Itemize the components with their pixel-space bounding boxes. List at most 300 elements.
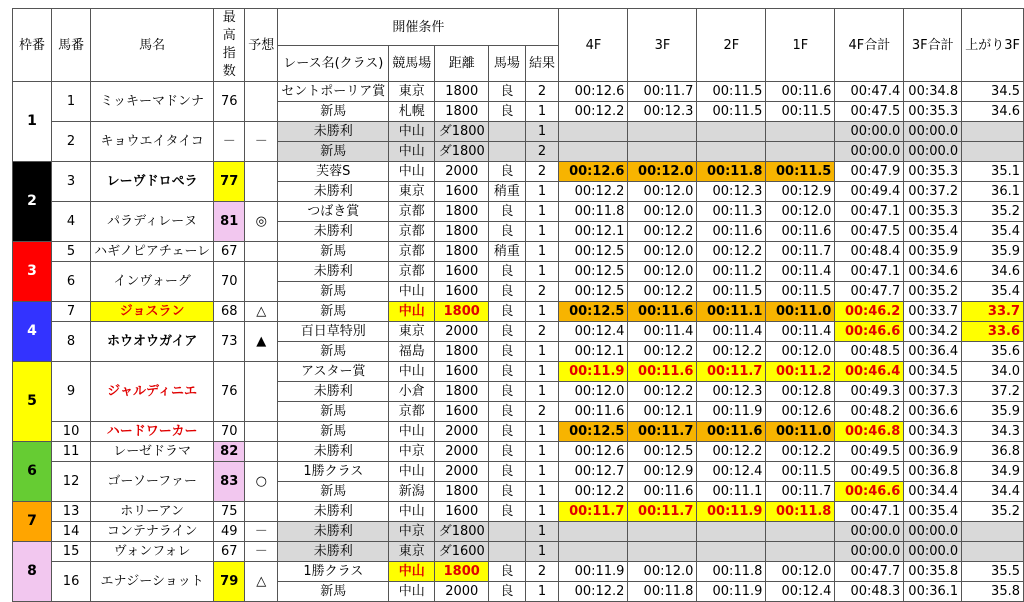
venue-cell: 中山: [389, 122, 435, 142]
table-row: [13, 542, 1024, 562]
venue-cell: 中京: [389, 442, 435, 462]
last-3f-cell: 37.2: [962, 382, 1024, 402]
last-3f-cell: 35.4: [962, 222, 1024, 242]
split-2f-cell: 00:11.6: [697, 422, 766, 442]
last-3f-cell: 35.1: [962, 162, 1024, 182]
race-name-cell: 新馬: [278, 242, 389, 262]
result-cell: 1: [525, 542, 559, 562]
venue-cell: 中山: [389, 582, 435, 602]
col-last-3f: 上がり3F: [962, 9, 1024, 82]
horse-name-cell: レーヴドロペラ: [91, 162, 214, 202]
prediction-mark-cell: －: [245, 522, 278, 542]
horse-number-cell: 9: [52, 362, 91, 422]
total-4f-cell: 00:00.0: [835, 522, 904, 542]
split-2f-cell: 00:11.4: [697, 322, 766, 342]
split-1f-cell: 00:11.2: [766, 362, 835, 382]
total-3f-cell: 00:37.2: [904, 182, 962, 202]
max-index-cell: 73: [214, 322, 245, 362]
last-3f-cell: 34.5: [962, 82, 1024, 102]
split-1f-cell: 00:12.4: [766, 582, 835, 602]
prediction-mark-cell: [245, 242, 278, 262]
distance-cell: 2000: [435, 442, 489, 462]
split-4f-cell: 00:12.5: [559, 262, 628, 282]
distance-cell: 1600: [435, 502, 489, 522]
split-3f-cell: 00:12.9: [628, 462, 697, 482]
venue-cell: 札幌: [389, 102, 435, 122]
table-row: [13, 302, 1024, 322]
horse-number-cell: 15: [52, 542, 91, 562]
track-cell: 良: [489, 422, 525, 442]
track-cell: 良: [489, 442, 525, 462]
track-cell: [489, 522, 525, 542]
last-3f-cell: 34.6: [962, 262, 1024, 282]
venue-cell: 福島: [389, 342, 435, 362]
prediction-mark-cell: [245, 422, 278, 442]
prediction-mark-cell: [245, 362, 278, 422]
table-row: [13, 82, 1024, 102]
total-3f-cell: 00:35.9: [904, 242, 962, 262]
distance-cell: 1800: [435, 302, 489, 322]
track-cell: [489, 122, 525, 142]
total-4f-cell: 00:47.4: [835, 82, 904, 102]
result-cell: 1: [525, 522, 559, 542]
max-index-cell: －: [214, 122, 245, 162]
race-name-cell: 未勝利: [278, 502, 389, 522]
race-name-cell: つばき賞: [278, 202, 389, 222]
distance-cell: 1800: [435, 342, 489, 362]
horse-number-cell: 14: [52, 522, 91, 542]
last-3f-cell: 36.1: [962, 182, 1024, 202]
prediction-mark-cell: [245, 162, 278, 202]
frame-number-cell: 5: [13, 362, 52, 442]
distance-cell: 1800: [435, 82, 489, 102]
track-cell: 良: [489, 502, 525, 522]
race-name-cell: 新馬: [278, 582, 389, 602]
venue-cell: 中山: [389, 422, 435, 442]
total-4f-cell: 00:47.1: [835, 502, 904, 522]
split-3f-cell: 00:12.0: [628, 262, 697, 282]
split-3f-cell: 00:12.2: [628, 222, 697, 242]
result-cell: 1: [525, 582, 559, 602]
split-4f-cell: 00:12.4: [559, 322, 628, 342]
prediction-mark-cell: [245, 82, 278, 122]
last-3f-cell: 35.2: [962, 202, 1024, 222]
frame-number-cell: 1: [13, 82, 52, 162]
split-1f-cell: 00:11.4: [766, 322, 835, 342]
col-track: 馬場: [489, 46, 525, 82]
horse-name-cell: ハギノピアチェーレ: [91, 242, 214, 262]
split-2f-cell: 00:11.2: [697, 262, 766, 282]
col-3f-total: 3F合計: [904, 9, 962, 82]
split-2f-cell: 00:11.3: [697, 202, 766, 222]
result-cell: 1: [525, 182, 559, 202]
track-cell: 良: [489, 482, 525, 502]
distance-cell: 2000: [435, 322, 489, 342]
split-4f-cell: 00:11.6: [559, 402, 628, 422]
split-3f-cell: 00:12.3: [628, 102, 697, 122]
split-3f-cell: 00:12.0: [628, 242, 697, 262]
race-name-cell: 芙蓉S: [278, 162, 389, 182]
split-2f-cell: [697, 542, 766, 562]
total-3f-cell: 00:00.0: [904, 542, 962, 562]
frame-number-cell: 7: [13, 502, 52, 542]
frame-number-cell: 8: [13, 542, 52, 602]
total-4f-cell: 00:46.8: [835, 422, 904, 442]
result-cell: 1: [525, 342, 559, 362]
result-cell: 2: [525, 322, 559, 342]
distance-cell: 1800: [435, 202, 489, 222]
total-4f-cell: 00:47.7: [835, 282, 904, 302]
total-3f-cell: 00:34.8: [904, 82, 962, 102]
total-4f-cell: 00:49.3: [835, 382, 904, 402]
horse-name-cell: パラディレーヌ: [91, 202, 214, 242]
track-cell: 良: [489, 382, 525, 402]
col-2f: 2F: [697, 9, 766, 82]
prediction-mark-cell: △: [245, 302, 278, 322]
venue-cell: 新潟: [389, 482, 435, 502]
split-3f-cell: 00:12.2: [628, 382, 697, 402]
split-2f-cell: 00:11.1: [697, 302, 766, 322]
race-analysis-sheet: [12, 8, 1024, 602]
horse-data-table: [12, 8, 1024, 602]
race-name-cell: 未勝利: [278, 442, 389, 462]
result-cell: 1: [525, 102, 559, 122]
split-3f-cell: 00:11.7: [628, 82, 697, 102]
race-name-cell: 新馬: [278, 342, 389, 362]
total-4f-cell: 00:48.5: [835, 342, 904, 362]
max-index-cell: 83: [214, 462, 245, 502]
horse-number-cell: 8: [52, 322, 91, 362]
total-3f-cell: 00:35.3: [904, 202, 962, 222]
last-3f-cell: 35.9: [962, 402, 1024, 422]
race-name-cell: 百日草特別: [278, 322, 389, 342]
venue-cell: 中山: [389, 562, 435, 582]
total-4f-cell: 00:00.0: [835, 142, 904, 162]
track-cell: 良: [489, 162, 525, 182]
horse-name-cell: レーゼドラマ: [91, 442, 214, 462]
last-3f-cell: 33.7: [962, 302, 1024, 322]
venue-cell: 京都: [389, 402, 435, 422]
horse-name-cell: インヴォーグ: [91, 262, 214, 302]
split-3f-cell: 00:12.0: [628, 562, 697, 582]
split-2f-cell: 00:12.3: [697, 382, 766, 402]
split-4f-cell: 00:12.5: [559, 282, 628, 302]
total-4f-cell: 00:46.4: [835, 362, 904, 382]
last-3f-cell: 34.3: [962, 422, 1024, 442]
total-4f-cell: 00:49.4: [835, 182, 904, 202]
result-cell: 1: [525, 482, 559, 502]
last-3f-cell: [962, 122, 1024, 142]
track-cell: 稍重: [489, 182, 525, 202]
last-3f-cell: 34.0: [962, 362, 1024, 382]
split-4f-cell: 00:12.2: [559, 102, 628, 122]
distance-cell: 2000: [435, 462, 489, 482]
result-cell: 1: [525, 242, 559, 262]
horse-name-cell: ハードワーカー: [91, 422, 214, 442]
split-2f-cell: 00:11.1: [697, 482, 766, 502]
total-3f-cell: 00:34.3: [904, 422, 962, 442]
distance-cell: 1800: [435, 382, 489, 402]
split-4f-cell: [559, 142, 628, 162]
race-name-cell: 新馬: [278, 422, 389, 442]
venue-cell: 京都: [389, 242, 435, 262]
split-4f-cell: [559, 122, 628, 142]
horse-name-cell: ホリーアン: [91, 502, 214, 522]
table-row: [13, 162, 1024, 182]
venue-cell: 中山: [389, 362, 435, 382]
split-3f-cell: [628, 122, 697, 142]
total-3f-cell: 00:35.3: [904, 162, 962, 182]
total-3f-cell: 00:34.4: [904, 482, 962, 502]
split-1f-cell: 00:12.9: [766, 182, 835, 202]
last-3f-cell: 34.9: [962, 462, 1024, 482]
max-index-cell: 67: [214, 542, 245, 562]
total-4f-cell: 00:46.6: [835, 322, 904, 342]
total-4f-cell: 00:46.2: [835, 302, 904, 322]
venue-cell: 中京: [389, 522, 435, 542]
frame-number-cell: 3: [13, 242, 52, 302]
race-name-cell: 未勝利: [278, 542, 389, 562]
table-row: [13, 262, 1024, 282]
total-3f-cell: 00:00.0: [904, 142, 962, 162]
max-index-cell: 81: [214, 202, 245, 242]
max-index-cell: 49: [214, 522, 245, 542]
venue-cell: 中山: [389, 302, 435, 322]
split-1f-cell: 00:11.8: [766, 502, 835, 522]
prediction-mark-cell: ◎: [245, 202, 278, 242]
max-index-cell: 79: [214, 562, 245, 602]
split-1f-cell: 00:12.0: [766, 342, 835, 362]
total-3f-cell: 00:34.5: [904, 362, 962, 382]
venue-cell: 中山: [389, 162, 435, 182]
total-3f-cell: 00:36.9: [904, 442, 962, 462]
col-race-name: レース名(クラス): [278, 46, 389, 82]
split-4f-cell: 00:12.1: [559, 222, 628, 242]
split-1f-cell: 00:12.2: [766, 442, 835, 462]
track-cell: 良: [489, 362, 525, 382]
split-4f-cell: [559, 522, 628, 542]
split-1f-cell: [766, 542, 835, 562]
horse-name-cell: キョウエイタイコ: [91, 122, 214, 162]
distance-cell: ダ1800: [435, 122, 489, 142]
split-2f-cell: 00:12.4: [697, 462, 766, 482]
horse-number-cell: 4: [52, 202, 91, 242]
horse-number-cell: 2: [52, 122, 91, 162]
split-2f-cell: 00:11.5: [697, 82, 766, 102]
track-cell: 良: [489, 402, 525, 422]
venue-cell: 中山: [389, 282, 435, 302]
split-1f-cell: 00:11.4: [766, 262, 835, 282]
horse-number-cell: 5: [52, 242, 91, 262]
split-2f-cell: 00:12.2: [697, 242, 766, 262]
split-1f-cell: 00:12.6: [766, 402, 835, 422]
split-2f-cell: [697, 122, 766, 142]
track-cell: 良: [489, 282, 525, 302]
split-2f-cell: 00:11.5: [697, 282, 766, 302]
last-3f-cell: [962, 542, 1024, 562]
race-name-cell: 新馬: [278, 282, 389, 302]
split-2f-cell: 00:11.7: [697, 362, 766, 382]
total-3f-cell: 00:35.4: [904, 502, 962, 522]
max-index-cell: 70: [214, 262, 245, 302]
col-4f: 4F: [559, 9, 628, 82]
venue-cell: 京都: [389, 262, 435, 282]
result-cell: 2: [525, 162, 559, 182]
split-4f-cell: 00:12.0: [559, 382, 628, 402]
prediction-mark-cell: －: [245, 122, 278, 162]
total-4f-cell: 00:47.7: [835, 562, 904, 582]
track-cell: 良: [489, 82, 525, 102]
last-3f-cell: [962, 142, 1024, 162]
horse-name-cell: ジョスラン: [91, 302, 214, 322]
race-name-cell: 新馬: [278, 142, 389, 162]
venue-cell: 京都: [389, 222, 435, 242]
total-3f-cell: 00:34.6: [904, 262, 962, 282]
split-4f-cell: 00:11.8: [559, 202, 628, 222]
horse-number-cell: 12: [52, 462, 91, 502]
race-name-cell: 未勝利: [278, 522, 389, 542]
col-max-index: 最高 指数: [214, 9, 245, 82]
split-3f-cell: [628, 522, 697, 542]
split-4f-cell: 00:12.6: [559, 162, 628, 182]
result-cell: 2: [525, 282, 559, 302]
split-2f-cell: 00:11.9: [697, 582, 766, 602]
split-1f-cell: 00:11.7: [766, 482, 835, 502]
result-cell: 1: [525, 422, 559, 442]
race-name-cell: 新馬: [278, 302, 389, 322]
split-4f-cell: 00:12.1: [559, 342, 628, 362]
total-3f-cell: 00:34.2: [904, 322, 962, 342]
total-4f-cell: 00:47.5: [835, 222, 904, 242]
venue-cell: 東京: [389, 182, 435, 202]
venue-cell: 中山: [389, 462, 435, 482]
split-2f-cell: 00:12.3: [697, 182, 766, 202]
horse-number-cell: 10: [52, 422, 91, 442]
table-row: [13, 462, 1024, 482]
col-prediction: 予想: [245, 9, 278, 82]
split-2f-cell: [697, 522, 766, 542]
total-4f-cell: 00:46.6: [835, 482, 904, 502]
horse-name-cell: ゴーソーファー: [91, 462, 214, 502]
horse-number-cell: 1: [52, 82, 91, 122]
total-3f-cell: 00:35.3: [904, 102, 962, 122]
distance-cell: 1800: [435, 102, 489, 122]
prediction-mark-cell: ○: [245, 462, 278, 502]
split-4f-cell: 00:11.9: [559, 362, 628, 382]
track-cell: 良: [489, 202, 525, 222]
split-4f-cell: [559, 542, 628, 562]
split-2f-cell: 00:11.6: [697, 222, 766, 242]
table-row: [13, 522, 1024, 542]
horse-number-cell: 16: [52, 562, 91, 602]
split-3f-cell: 00:12.1: [628, 402, 697, 422]
split-1f-cell: 00:11.6: [766, 82, 835, 102]
split-1f-cell: 00:11.5: [766, 162, 835, 182]
split-1f-cell: 00:11.0: [766, 422, 835, 442]
max-index-cell: 76: [214, 362, 245, 422]
race-name-cell: アスター賞: [278, 362, 389, 382]
track-cell: 稍重: [489, 242, 525, 262]
venue-cell: 小倉: [389, 382, 435, 402]
split-3f-cell: 00:11.4: [628, 322, 697, 342]
table-row: [13, 442, 1024, 462]
split-3f-cell: 00:12.0: [628, 182, 697, 202]
col-3f: 3F: [628, 9, 697, 82]
track-cell: 良: [489, 582, 525, 602]
total-3f-cell: 00:36.6: [904, 402, 962, 422]
race-name-cell: 未勝利: [278, 382, 389, 402]
prediction-mark-cell: －: [245, 542, 278, 562]
distance-cell: 1600: [435, 282, 489, 302]
last-3f-cell: [962, 522, 1024, 542]
split-4f-cell: 00:12.2: [559, 582, 628, 602]
distance-cell: 2000: [435, 162, 489, 182]
last-3f-cell: 35.9: [962, 242, 1024, 262]
table-row: [13, 322, 1024, 342]
col-1f: 1F: [766, 9, 835, 82]
split-1f-cell: 00:12.0: [766, 562, 835, 582]
table-row: [13, 122, 1024, 142]
horse-name-cell: ミッキーマドンナ: [91, 82, 214, 122]
split-2f-cell: 00:11.8: [697, 562, 766, 582]
race-name-cell: セントポーリア賞: [278, 82, 389, 102]
result-cell: 1: [525, 442, 559, 462]
result-cell: 2: [525, 82, 559, 102]
track-cell: 良: [489, 342, 525, 362]
race-name-cell: 新馬: [278, 482, 389, 502]
split-4f-cell: 00:11.9: [559, 562, 628, 582]
total-4f-cell: 00:00.0: [835, 542, 904, 562]
col-venue: 競馬場: [389, 46, 435, 82]
max-index-cell: 67: [214, 242, 245, 262]
table-row: [13, 242, 1024, 262]
distance-cell: 1800: [435, 482, 489, 502]
horse-number-cell: 3: [52, 162, 91, 202]
total-3f-cell: 00:35.4: [904, 222, 962, 242]
split-3f-cell: 00:11.6: [628, 482, 697, 502]
split-4f-cell: 00:12.6: [559, 82, 628, 102]
split-1f-cell: 00:11.6: [766, 222, 835, 242]
split-1f-cell: 00:11.5: [766, 282, 835, 302]
split-4f-cell: 00:11.7: [559, 502, 628, 522]
total-3f-cell: 00:36.1: [904, 582, 962, 602]
venue-cell: 東京: [389, 542, 435, 562]
max-index-cell: 82: [214, 442, 245, 462]
distance-cell: 1600: [435, 262, 489, 282]
result-cell: 2: [525, 562, 559, 582]
horse-name-cell: コンテナライン: [91, 522, 214, 542]
horse-number-cell: 7: [52, 302, 91, 322]
split-1f-cell: 00:12.8: [766, 382, 835, 402]
total-3f-cell: 00:00.0: [904, 522, 962, 542]
result-cell: 1: [525, 262, 559, 282]
last-3f-cell: 34.4: [962, 482, 1024, 502]
total-4f-cell: 00:47.5: [835, 102, 904, 122]
track-cell: [489, 142, 525, 162]
result-cell: 1: [525, 302, 559, 322]
prediction-mark-cell: △: [245, 562, 278, 602]
race-name-cell: 1勝クラス: [278, 562, 389, 582]
prediction-mark-cell: [245, 262, 278, 302]
split-2f-cell: 00:11.9: [697, 402, 766, 422]
distance-cell: 1600: [435, 182, 489, 202]
horse-name-cell: ジャルディニエ: [91, 362, 214, 422]
last-3f-cell: 35.2: [962, 502, 1024, 522]
track-cell: 良: [489, 462, 525, 482]
distance-cell: 1800: [435, 242, 489, 262]
total-3f-cell: 00:00.0: [904, 122, 962, 142]
table-row: [13, 202, 1024, 222]
